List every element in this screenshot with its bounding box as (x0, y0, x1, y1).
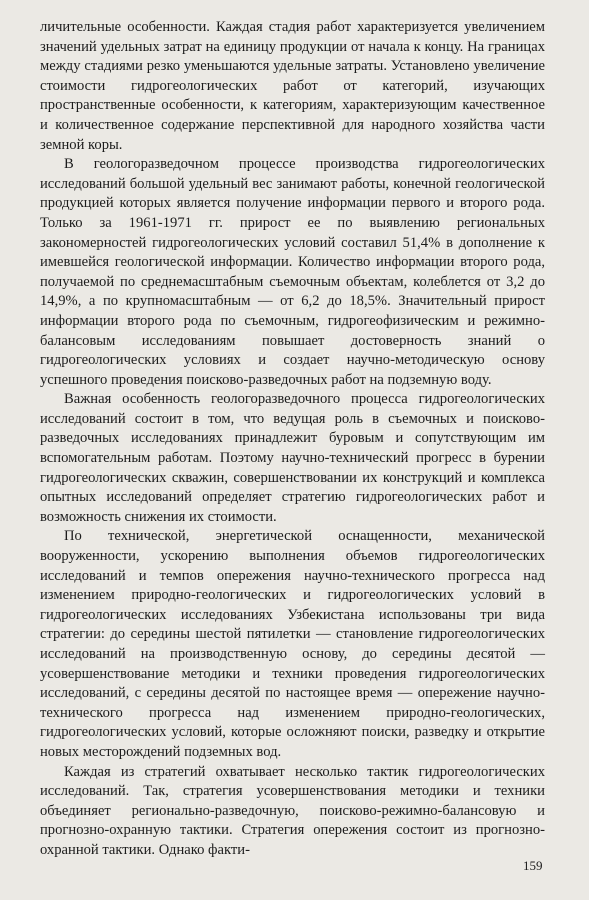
paragraph-4: По технической, энергетической оснащенности, механической вооруженности, ускорению выполнения объемов гидрогеологических исследований и темпов опережения научно-технического прогресса над изменением природно-геологических и гидрогеологических условий в гидрогеологических исследованиях Узбекистана использованы три вида стратегии: до середины шестой пятилетки — становление гидрогеологических исследований на производственную основу, до середины десятой — усовершенствование методики и техники проведения гидрогеологических исследований, с середины десятой по настоящее время — опережение научно-технического прогресса над изменением природно-геологических, гидрогеологических условий, которые осложняют поиски, разведку и открытие новых месторождений подземных вод. (40, 528, 545, 760)
paragraph-5: Каждая из стратегий охватывает несколько тактик гидрогеологических исследований. Так, стратегия усовершенствования методики и техники объединяет регионально-разведочную, поисково-режимно-балансовую и прогнозно-охранную тактики. Стратегия опережения состоит из прогнозно-охранной тактики. Однако факти- (40, 763, 545, 858)
paragraph-1: личительные особенности. Каждая стадия работ характеризуется увеличением значений удельных затрат на единицу продукции от начала к концу. На границах между стадиями резко уменьшаются удельные затраты. Установлено увеличение стоимости гидрогеологических работ от категорий, изучающих пространственные особенности, к категориям, характеризующим качественное и количественное содержание перспективной для народного хозяйства части земной коры. (40, 19, 545, 153)
paragraph-3: Важная особенность геологоразведочного процесса гидрогеологических исследований состоит в том, что ведущая роль в съемочных и поисково-разведочных исследованиях принадлежит буровым и сопутствующим им вспомогательным работам. Поэтому научно-технический прогресс в бурении гидрогеологических скважин, совершенствовании их конструкций и комплекса опытных исследований определяет стратегию гидрогеологических работ и возможность снижения их стоимости. (40, 391, 545, 525)
paragraph-2: В геологоразведочном процессе производства гидрогеологических исследований большой удельный вес занимают работы, конечной геологической продукцией которых является получение информации первого и второго рода. Только за 1961-1971 гг. прирост ее по выявлению региональных закономерностей гидрогеологических условий составил 51,4% в дополнение к имевшейся геологической информации. Количество информации второго рода, получаемой по среднемасштабным съемочным объектам, колеблется от 3,2 до 14,9%, а по крупномасштабным — от 6,2 до 18,5%. Значительный прирост информации второго рода по съемочным, гидрогеофизическим и режимно-балансовым исследованиям повышает достоверность знаний о гидрогеологических условиях и создает научно-методическую основу успешного проведения поисково-разведочных работ на подземную воду. (40, 156, 545, 388)
body-text (40, 18, 545, 861)
page-number: 159 (523, 858, 543, 873)
